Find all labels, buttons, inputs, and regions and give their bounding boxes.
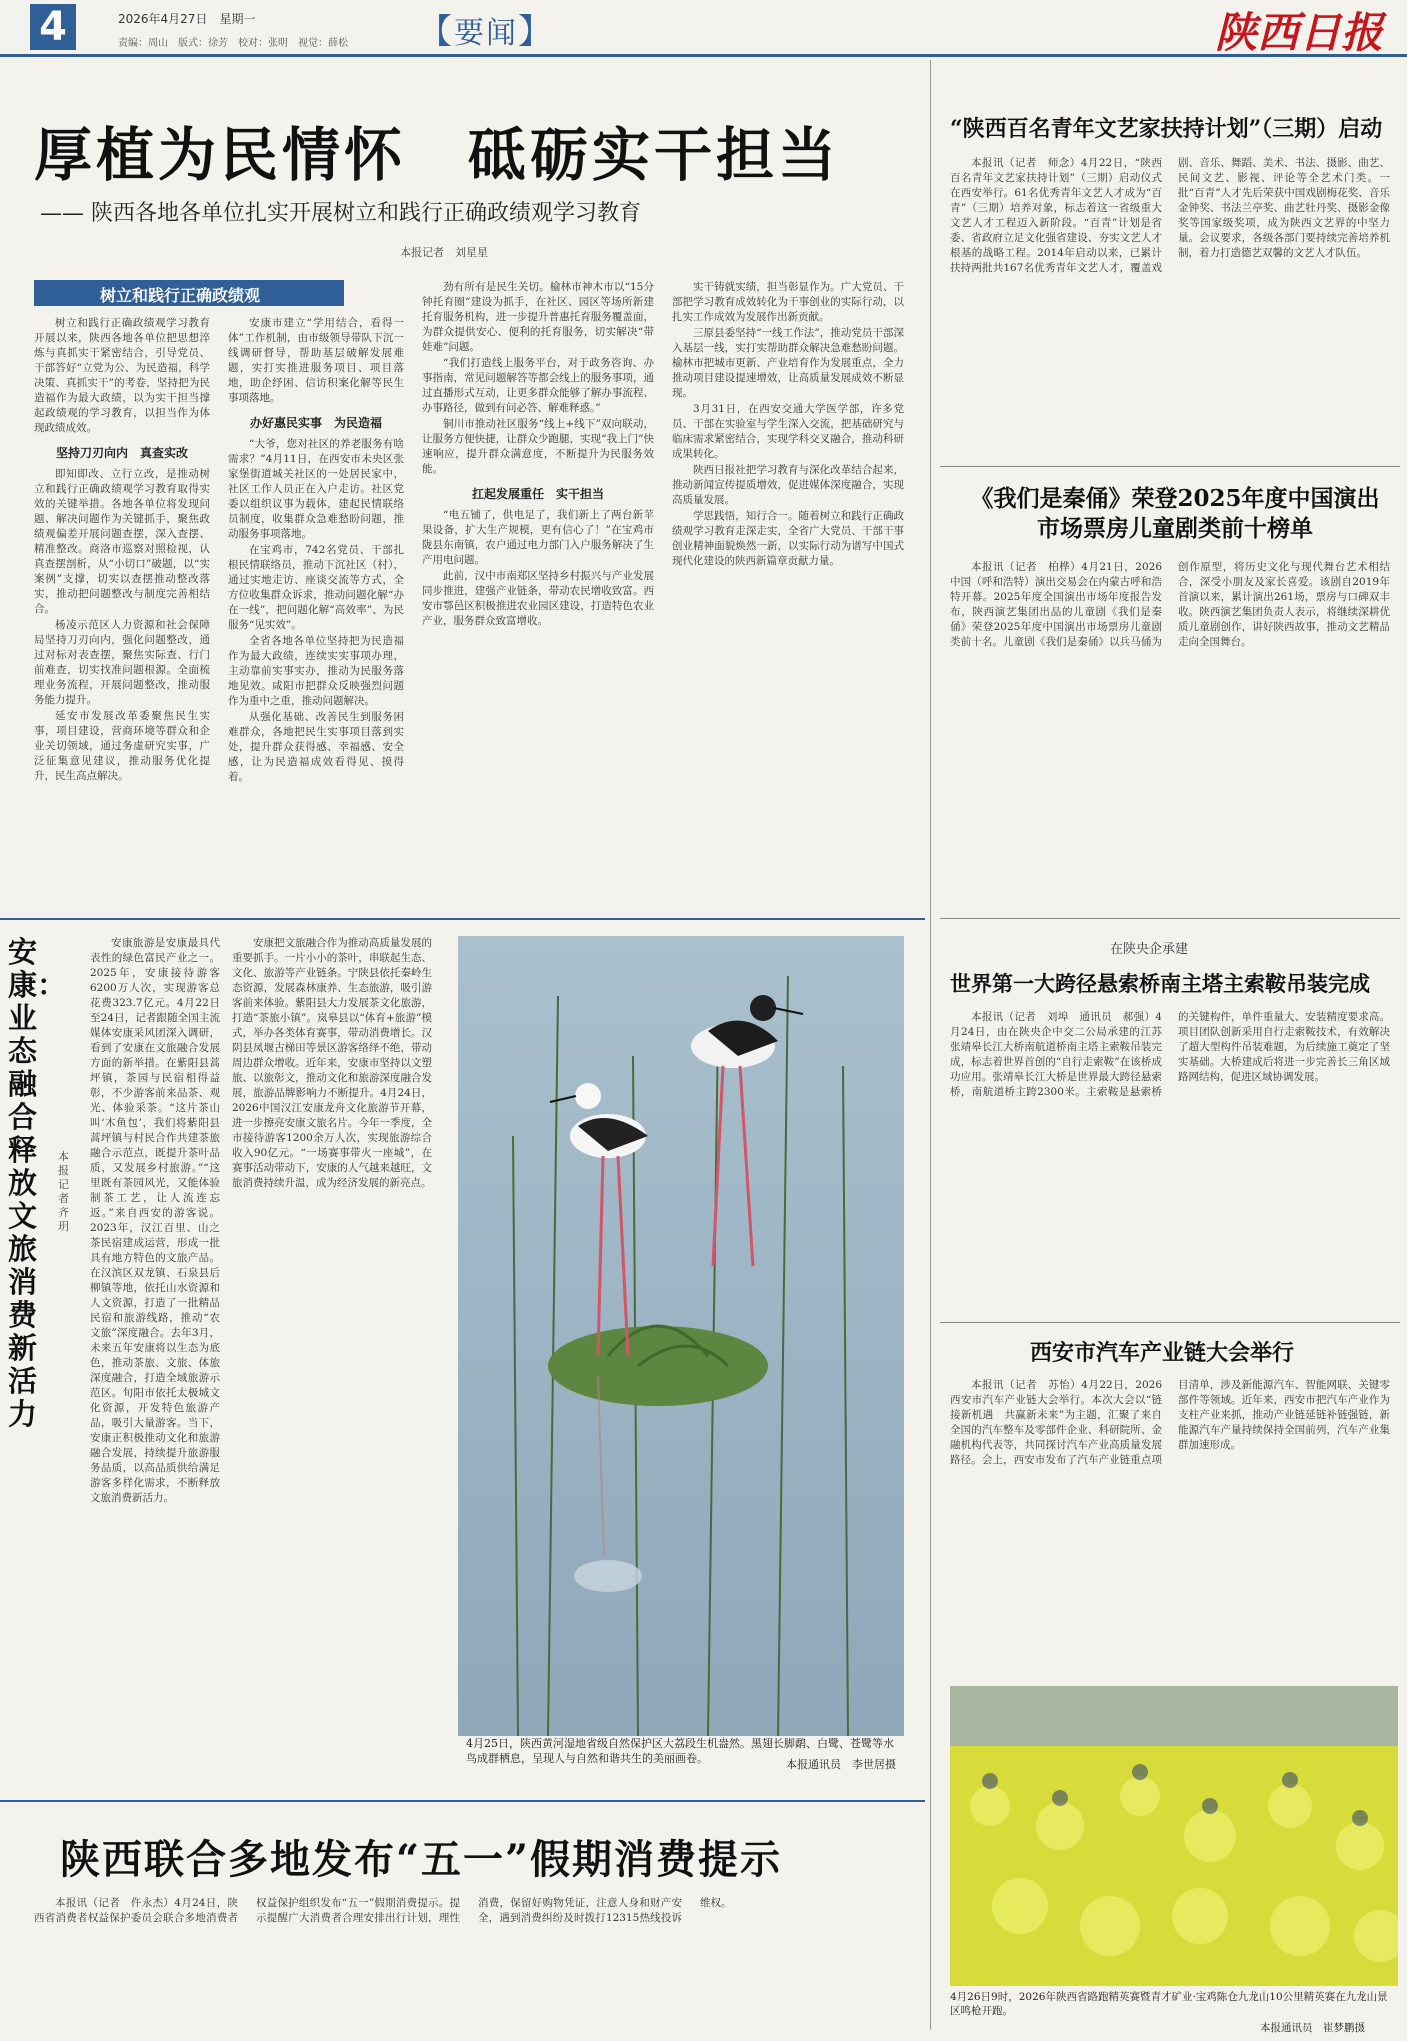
ankang-vertical-title: 安康：业态融合释放文旅消费新活力	[8, 935, 67, 1431]
art1-text	[950, 156, 1390, 446]
art2-paragraph: 本报讯（记者 柏桦）4月21日，2026中国（呼和浩特）演出交易会在内蒙古呼和浩特开幕。2025年度全国演出市场年度报告发布，陕西演艺集团出品的儿童剧《我们是秦俑》荣登2025年度中国演出市场票房儿童剧类前十名。儿童剧《我们是秦俑》以兵马俑为创作原型，将历史文化与现代舞台艺术相结合，深受小朋友及家长喜爱。该剧自2019年首演以来，累计演出261场，票房与口碑双丰收。陕西演艺集团负责人表示，将继续深耕优质儿童剧创作，讲好陕西故事，推动文艺精品走向全国舞台。	[950, 561, 1390, 648]
run-photo-caption: 4月26日9时，2026年陕西省路跑精英赛暨青才矿业·宝鸡陈仓九龙山10公里精英赛在九龙山景区鸣枪开跑。	[950, 1991, 1388, 2017]
lead-paragraph: “我们打造线上服务平台，对于政务咨询、办事指南，常见问题解答等都会线上的服务事项，通过直播形式互动，让更多群众能够了解办事流程、办事路径，做到有问必答、解难释惑。”	[422, 357, 654, 414]
subhead-1: 坚持刀刃向内 真查实改	[55, 446, 188, 460]
lead-paragraph: “大爷，您对社区的养老服务有啥需求？”4月11日，在西安市未央区张家堡街道城关社区的一处居民家中，社区工作人员正在入户走访。社区党委以组织议事为载体，建起民情联络员制度，收集群众急难愁盼问题，推动服务事项落地。	[228, 438, 404, 540]
lead-paragraph: 树立和践行正确政绩观学习教育开展以来，陕西各地各单位把思想淬炼与真抓实干紧密结合，引导党员、干部答好“立党为公、为民造福，科学决策、真抓实干”的考卷，坚持把为民造福作为最大政绩，以为实干担当撑起政绩观的学习教育，以担当作为体现政绩成效。	[34, 317, 210, 434]
lead-paragraph: 杨凌示范区人力资源和社会保障局坚持刀刃向内，强化问题整改，通过对标对表查摆，聚焦实际查、行门前难查，切实找准问题根源。全面梳理业务流程，开展问题整改，推动服务能力提升。	[34, 619, 210, 706]
lead-paragraph: 即知即改、立行立改，是推动树立和践行正确政绩观学习教育取得实效的关键举措。各地各单位将发现问题、解决问题作为关键抓手，聚焦政绩观偏差开展问题查摆，深入查摆、精准整改。商洛市巡察对照检视，认真查摆剖析，从“小切口”破题，以“实案例”支撑，切实以查摆推动整改落实，推动把问题整改与制度完善相结合。	[34, 468, 210, 615]
lead-subheadline: —— 陕西各地各单位扎实开展树立和践行正确政绩观学习教育	[40, 201, 641, 226]
page-number: 4	[30, 4, 76, 50]
lead-column-3	[422, 280, 654, 890]
lead-paragraph: 三原县委坚持“一线工作法”，推动党员干部深入基层一线，实打实帮助群众解决急难愁盼问题。榆林市把城市更新、产业培育作为发展重点，全力推动项目建设提速增效，让高质量发展成效不断显现。	[672, 327, 904, 399]
lead-paragraph: “电五铺了，供电足了，我们新上了两台新苹果设备，扩大生产规模，更有信心了！”在宝鸡市陇县东南镇，农户通过电力部门入户服务解决了生产用电问题。	[422, 509, 654, 566]
art4-title: 西安市汽车产业链大会举行	[1030, 1340, 1295, 1366]
ankang-column-2	[232, 936, 432, 1776]
main-photo-caption: 4月25日，陕西黄河湿地省级自然保护区大荔段生机盎然。黑翅长脚鹬、白鹭、苍鹭等水鸟成群栖息，呈现人与自然和谐共生的美丽画卷。	[466, 1737, 894, 1765]
lead-byline: 本报记者 刘星星	[400, 246, 488, 259]
lead-paragraph: 学思践悟，知行合一。随着树立和践行正确政绩观学习教育走深走实，全省广大党员、干部干事创业精神面貌焕然一新，以实际行动为谱写中国式现代化建设的陕西新篇章贡献力量。	[672, 510, 904, 567]
bottom-paragraph: 本报讯（记者 仵永杰）4月24日，陕西省消费者权益保护委员会联合多地消费者权益保护组织发布“五一”假期消费提示。提示提醒广大消费者合理安排出行计划，理性消费，保留好购物凭证，注意人身和财产安全，遇到消费纠纷及时拨打12315热线投诉维权。	[34, 1897, 732, 1924]
art4-paragraph: 本报讯（记者 苏怡）4月22日，2026西安市汽车产业链大会举行。本次大会以“链接新机遇 共赢新未来”为主题，汇聚了来自全国的汽车整车及零部件企业、科研院所、金融机构代表等，共同探讨汽车产业高质量发展路径。会上，西安市发布了汽车产业链重点项目清单，涉及新能源汽车、智能网联、关键零部件等领域。近年来，西安市把汽车产业作为支柱产业来抓，推动产业链延链补链强链，新能源汽车产量持续保持全国前列，汽车产业集群加速形成。	[950, 1379, 1390, 1466]
newspaper-logo: 陕西日报	[1214, 8, 1383, 57]
lead-paragraph: 陕西日报社把学习教育与深化改革结合起来，推动新闻宣传提质增效，促进媒体深度融合，实现高质量发展。	[672, 464, 904, 506]
ankang-paragraph: 安康把文旅融合作为推动高质量发展的重要抓手。一片小小的茶叶，串联起生态、文化、旅游等产业链条。宁陕县依托秦岭生态资源，发展森林康养、生态旅游，吸引游客前来体验。紫阳县大力发展茶文化旅游，打造“茶旅小镇”。岚皋县以“体育+旅游”模式，举办各类体育赛事，带动消费增长。汉阴县凤堰古梯田等景区游客络绎不绝，带动周边群众增收。近年来，安康市坚持以文塑旅、以旅彰文，推动文化和旅游深度融合发展，旅游品牌影响力不断提升。4月24日，2026中国汉江安康龙舟文化旅游节开幕，进一步擦亮安康文旅名片。今年一季度，全市接待游客1200余万人次，实现旅游综合收入90亿元。“一场赛事带火一座城”，在赛事活动带动下，安康的人气越来越旺，文旅消费持续升温，成为经济发展的新亮点。	[232, 937, 432, 1189]
lead-paragraph: 实干铸就实绩，担当彰显作为。广大党员、干部把学习教育成效转化为干事创业的实际行动，以扎实工作成效为发展作出新贡献。	[672, 281, 904, 323]
right-column-rule	[930, 60, 931, 2030]
section-label: 【要闻】	[418, 12, 554, 52]
art2-title: 《我们是秦俑》荣登2025年度中国演出市场票房儿童剧类前十榜单	[970, 485, 1380, 542]
art1-title: “陕西百名青年文艺家扶持计划”（三期）启动	[950, 116, 1383, 142]
lead-headline: 厚植为民情怀 砥砺实干担当	[34, 121, 841, 189]
subhead-2: 办好惠民实事 为民造福	[249, 416, 382, 430]
bottom-headline: 陕西联合多地发布“五一”假期消费提示	[60, 1836, 783, 1883]
lead-paragraph: 安康市建立“学用结合，看得一体”工作机制，由市级领导带队下沉一线调研督导，帮助基层破解发展难题，实打实推进服务项目、项目落地，助企纾困、信访积案化解等民生事项落地。	[228, 317, 404, 404]
ankang-byline: 本报记者 齐玥	[58, 1150, 80, 1233]
ankang-paragraph: 安康旅游是安康最具代表性的绿色富民产业之一。2025年，安康接待游客6200万人次，实现游客总花费323.7亿元。4月22日至24日，记者跟随全国主流媒体安康采风团深入调研，看到了安康在文旅融合发展方面的新举措。在紫阳县蒿坪镇，茶园与民宿相得益彰，不少游客前来品茶、观光、体验采茶。“这片茶山叫‘木鱼包’，我们将紫阳县蒿坪镇与村民合作共建茶旅融合示范点，既提升茶叶品质，又发展乡村旅游。”“这里既有茶园风光，又能体验制茶工艺，让人流连忘返。”来自西安的游客说。2023年，汉江百里、山之茶民宿建成运营，形成一批具有地方特色的文旅产品。在汉滨区双龙镇、石泉县后柳镇等地，依托山水资源和人文资源，打造了一批精品民宿和旅游线路，推动“农文旅”深度融合。去年3月，未来五年安康将以生态为底色，推动茶旅、文旅、体旅深度融合，打造全域旅游示范区。旬阳市依托太极城文化资源，开发特色旅游产品，吸引大量游客。当下，安康正积极推动文化和旅游融合发展，持续提升旅游服务品质，以高品质供给满足游客多样化需求，不断释放文旅消费新活力。	[90, 937, 220, 1504]
right-divider	[940, 918, 1400, 919]
section-divider	[0, 918, 925, 920]
editorial-staff: 责编：周山 版式：徐芳 校对：张明 视觉：薛松	[118, 38, 348, 49]
run-photo	[950, 1686, 1398, 1986]
lead-paragraph: 从强化基础、改善民生到服务困难群众，各地把民生实事项目落到实处，提升群众获得感、幸福感、安全感，让为民造福成效看得见、摸得着。	[228, 711, 404, 783]
right-divider	[940, 1322, 1400, 1323]
art3-paragraph: 本报讯（记者 刘埠 通讯员 郝强）4月24日，由在陕央企中交二公局承建的江苏张靖皋长江大桥南航道桥南主塔主索鞍吊装完成，标志着世界首创的“自行走索鞍”在该桥成功应用。张靖皋长江大桥是世界最大跨径悬索桥，南航道桥主跨2300米。主索鞍是悬索桥的关键构件，单件重量大、安装精度要求高。项目团队创新采用自行走索鞍技术，有效解决了超大型构件吊装难题，为后续施工奠定了坚实基础。大桥建成后将进一步完善长三角区域路网结构，促进区域协调发展。	[950, 1011, 1390, 1098]
stilt-birds-photo	[458, 936, 904, 1736]
art1-paragraph: 本报讯（记者 师念）4月22日，“陕西百名青年文艺家扶持计划”（三期）启动仪式在西安举行。61名优秀青年文艺人才成为“百青”（三期）培养对象，标志着这一省级重大文艺人才工程迈入新阶段。“百青”计划是省委、省政府立足文化强省建设、夯实文艺人才根基的战略工程。2014年启动以来，已累计扶持两批共167名优秀青年文艺人才，覆盖戏剧、音乐、舞蹈、美术、书法、摄影、曲艺、民间文艺、影视、评论等全艺术门类。一批“百青”人才先后荣获中国戏剧梅花奖、音乐金钟奖、书法兰亭奖、曲艺牡丹奖、摄影金像奖等国家级奖项，成为陕西文艺界的中坚力量。会议要求，各级各部门要持续完善培养机制，着力打造德艺双馨的文艺人才队伍。	[950, 157, 1390, 274]
main-photo	[458, 936, 904, 1776]
right-divider	[940, 466, 1400, 467]
run-photo-credit: 本报通讯员 崔梦鹏摄	[1260, 2022, 1365, 2034]
lead-paragraph: 全省各地各单位坚持把为民造福作为最大政绩，连续实实事项办理，主动靠前实事实办，推动为民服务落地见效。咸阳市把群众反映强烈问题作为重中之重，推动问题解决。	[228, 635, 404, 707]
lead-paragraph: 此前，汉中市南郑区坚持乡村振兴与产业发展同步推进，建强产业链条，带动农民增收致富。西安市鄠邑区积极推进农业园区建设，打造特色农业产业，服务群众致富增收。	[422, 570, 654, 627]
lead-column-4	[672, 280, 904, 890]
art2-text	[950, 560, 1390, 890]
lead-paragraph: 劲有所有是民生关切。榆林市神木市以“15分钟托育圈”建设为抓手，在社区、园区等场所新建托育服务机构，进一步提升普惠托育服务覆盖面，为群众提供安心、便利的托育服务，切实解决“带娃难”问题。	[422, 281, 654, 353]
road-race-photo	[950, 1686, 1398, 1986]
art3-title: 世界第一大跨径悬索桥南主塔主索鞍吊装完成	[950, 971, 1370, 996]
art3-text	[950, 1010, 1390, 1310]
art3-kicker: 在陕央企承建	[1110, 942, 1189, 957]
lead-column-1	[34, 316, 210, 890]
lead-paragraph: 3月31日，在西安交通大学医学部，许多党员、干部在实验室与学生深入交流，把基础研究与临床需求紧密结合，实现学科交叉融合，推动科研成果转化。	[672, 403, 904, 460]
subhead-3: 扛起发展重任 实干担当	[471, 487, 604, 501]
bottom-text	[34, 1896, 904, 2036]
topic-tag-label: 树立和践行正确政绩观	[100, 286, 261, 305]
art4-text	[950, 1378, 1390, 1668]
bottom-divider	[0, 1800, 925, 1802]
lead-paragraph: 延安市发展改革委聚焦民生实事，项目建设，营商环境等群众和企业关切领域，通过务虚研究实事，广泛征集意见建议，推动服务优化提升，民生高点解决。	[34, 710, 210, 782]
lead-paragraph: 在宝鸡市，742名党员、干部扎根民情联络员，推动下沉社区（村），通过实地走访、座谈交流等方式，全方位收集群众诉求，推动问题化解“办在一线”，把问题化解“高效率”、为民服务“见实效”。	[228, 544, 404, 631]
issue-date: 2026年4月27日 星期一	[118, 12, 256, 26]
lead-column-2	[228, 316, 404, 890]
lead-paragraph: 铜川市推动社区服务“线上+线下”双向联动，让服务方便快捷，让群众少跑腿，实现“我上门”快速响应，提升群众满意度，不断提升为民服务效能。	[422, 418, 654, 475]
section-name: 要闻	[454, 16, 518, 51]
ankang-column-1	[90, 936, 220, 1776]
main-photo-credit: 本报通讯员 李世居摄	[786, 1758, 896, 1771]
